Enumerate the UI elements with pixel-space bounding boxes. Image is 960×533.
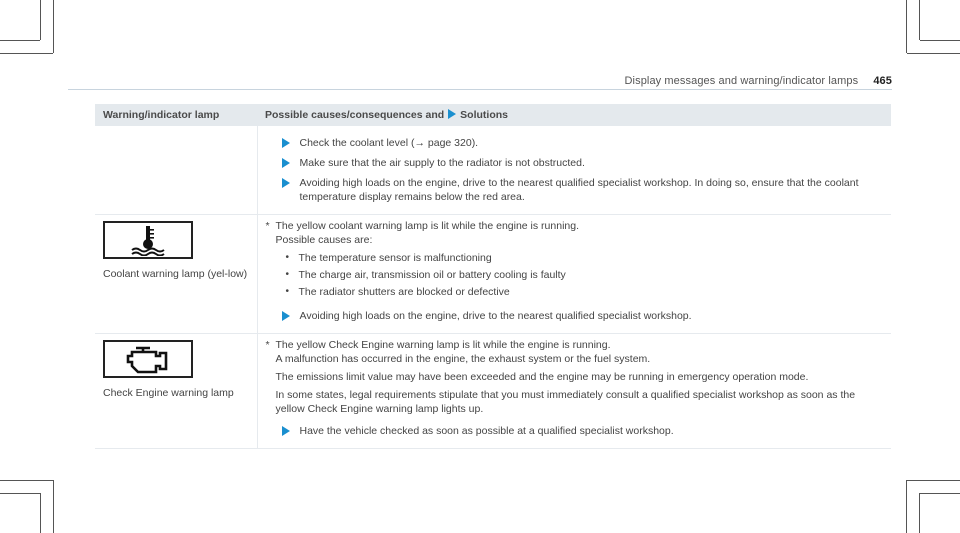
lamp-label: Check Engine warning lamp <box>103 387 234 399</box>
step-text: Have the vehicle checked as soon as possible at a qualified specialist workshop. <box>299 425 674 437</box>
page-number: 465 <box>873 75 892 87</box>
list-item: • The radiator shutters are blocked or defective <box>285 286 510 298</box>
malfunction-text: A malfunction has occurred in the engine, the exhaust system or the fuel system. <box>275 353 651 365</box>
footnote-marker: * <box>265 339 270 351</box>
step-arrow-icon <box>282 138 290 148</box>
causes-list <box>286 251 884 299</box>
step-arrow-icon <box>282 178 290 188</box>
crop-mark <box>0 40 40 41</box>
warning-lamp-table <box>95 104 891 449</box>
solution-step <box>266 176 884 204</box>
column-header-causes <box>257 104 891 126</box>
crop-mark <box>919 493 920 533</box>
cause-text: The temperature sensor is malfunctioning <box>298 252 492 264</box>
header-rule <box>68 89 892 90</box>
step-text: Check the coolant level (→ page 320). <box>299 137 479 149</box>
table-header-row <box>95 104 891 126</box>
crop-mark <box>0 53 53 54</box>
step-arrow-icon <box>282 311 290 321</box>
cause-text: The charge air, transmission oil or battery cooling is faulty <box>298 269 566 281</box>
table-row <box>95 126 891 215</box>
crop-mark <box>0 493 40 494</box>
emissions-text: The emissions limit value may have been exceeded and the engine may be running in emergency operation mode. <box>275 371 809 383</box>
list-item: • The charge air, transmission oil or battery cooling is faulty <box>285 269 566 281</box>
step-text: Avoiding high loads on the engine, drive to the nearest qualified specialist workshop. In doing so, ensure that the coolant temperature display remains below the red area. <box>299 177 859 203</box>
crop-mark <box>907 480 960 481</box>
legal-requirements-text: In some states, legal requirements stipulate that you must immediately consult a qualified specialist workshop as soon as the yellow Check Engine warning lamp lights up. <box>275 389 856 415</box>
lamp-label: Coolant warning lamp (yel-low) <box>103 268 248 280</box>
lamp-cell <box>95 334 257 449</box>
crop-mark <box>906 480 907 533</box>
footnote-marker: * <box>265 220 270 232</box>
section-title: Display messages and warning/indicator lamps <box>624 75 859 87</box>
cause-text: The radiator shutters are blocked or defective <box>298 286 510 298</box>
column-header-lamp: Warning/indicator lamp <box>95 104 257 126</box>
crop-mark <box>920 493 960 494</box>
engine-icon <box>103 340 193 378</box>
solution-step <box>266 156 884 170</box>
step-text: Avoiding high loads on the engine, drive to the nearest qualified specialist workshop. <box>299 310 692 322</box>
crop-mark <box>40 0 41 40</box>
column-header-causes-text: Possible causes/consequences and <box>265 109 445 121</box>
solution-cell <box>257 215 891 334</box>
crop-mark <box>0 480 53 481</box>
running-header <box>625 75 893 87</box>
lamp-cell <box>95 126 257 215</box>
footnote <box>266 219 884 233</box>
solution-cell <box>257 126 891 215</box>
solution-step <box>266 309 884 323</box>
crop-mark <box>920 40 960 41</box>
footnote-text: The yellow Check Engine warning lamp is lit while the engine is running. <box>275 339 611 351</box>
crop-mark <box>907 53 960 54</box>
footnote <box>266 338 884 352</box>
solution-cell <box>257 334 891 449</box>
footnote-text: The yellow coolant warning lamp is lit while the engine is running. <box>275 220 579 232</box>
crop-mark <box>53 0 54 53</box>
column-header-solutions-text: Solutions <box>460 109 509 121</box>
list-item: • The temperature sensor is malfunctioning <box>285 252 492 264</box>
crop-mark <box>919 0 920 40</box>
lamp-cell <box>95 215 257 334</box>
table-row <box>95 215 891 334</box>
crop-mark <box>40 493 41 533</box>
step-arrow-icon <box>282 158 290 168</box>
coolant-temperature-icon <box>103 221 193 259</box>
crop-mark <box>906 0 907 53</box>
solution-arrow-icon <box>448 109 456 119</box>
crop-mark <box>53 480 54 533</box>
solution-step <box>266 424 884 438</box>
causes-intro: Possible causes are: <box>275 234 373 246</box>
solution-step <box>266 136 884 150</box>
step-arrow-icon <box>282 426 290 436</box>
step-text: Make sure that the air supply to the radiator is not obstructed. <box>299 157 585 169</box>
table-row <box>95 334 891 449</box>
